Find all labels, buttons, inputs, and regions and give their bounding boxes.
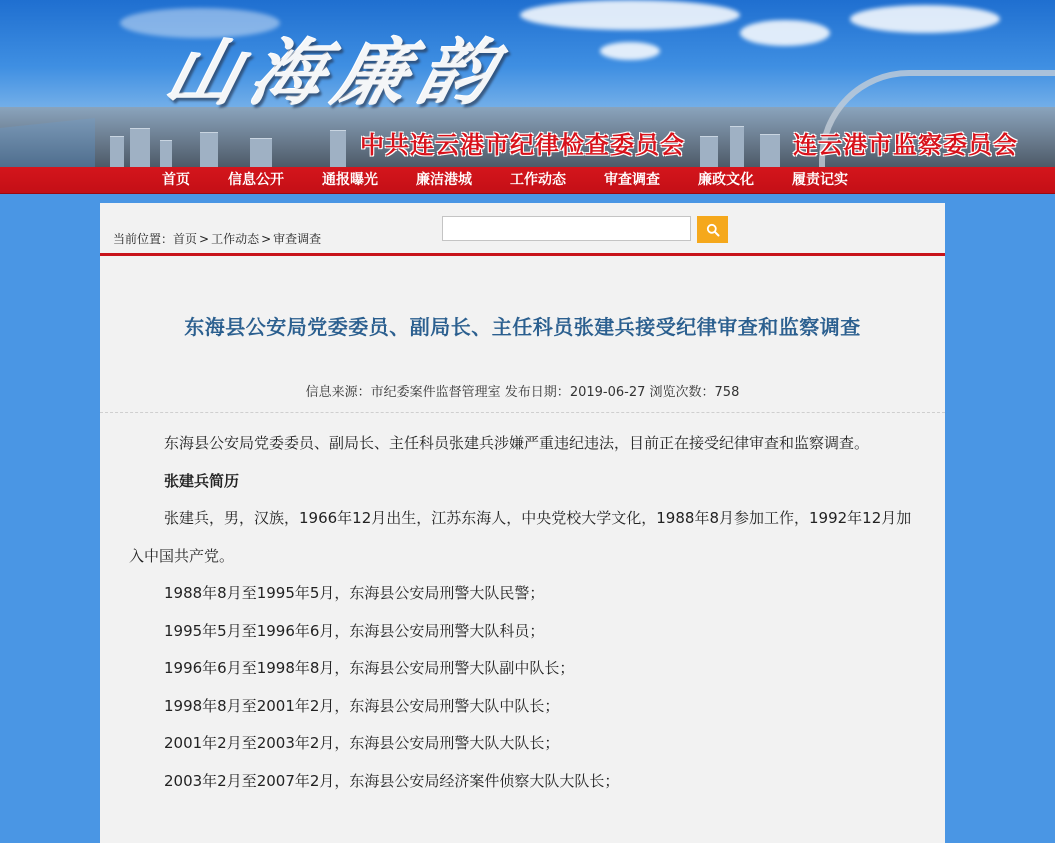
breadcrumb-home[interactable]: 首页 xyxy=(173,232,198,246)
nav-item-info-disclosure[interactable]: 信息公开 xyxy=(228,172,284,188)
org-name-supervisory-commission: 连云港市监察委员会 xyxy=(793,130,1018,159)
nav-item-investigation[interactable]: 审查调查 xyxy=(604,172,660,188)
breadcrumb-separator: > xyxy=(261,231,272,246)
location-bar xyxy=(100,203,945,256)
resume-entry: 2001年2月至2003年2月，东海县公安局刑警大队大队长； xyxy=(164,734,560,752)
resume-entry: 1996年6月至1998年8月，东海县公安局刑警大队副中队长； xyxy=(164,659,575,677)
header-banner xyxy=(0,0,1055,167)
breadcrumb xyxy=(113,230,321,247)
nav-item-integrity-culture[interactable]: 廉政文化 xyxy=(698,172,754,188)
search-input[interactable] xyxy=(442,216,691,241)
meta-divider xyxy=(100,412,945,413)
nav-item-home[interactable]: 首页 xyxy=(162,172,190,188)
nav-item-exposure[interactable]: 通报曝光 xyxy=(322,172,378,188)
cloud-decoration xyxy=(850,5,1000,33)
article-body xyxy=(129,425,919,800)
article-paragraph: 张建兵，男，汉族，1966年12月出生，江苏东海人，中央党校大学文化，1988年8月参加工作，1992年12月加入中国共产党。 xyxy=(129,509,912,565)
site-logo-calligraphy: 山海廉韵 xyxy=(158,30,516,115)
resume-entry: 1988年8月至1995年5月，东海县公安局刑警大队民警； xyxy=(164,584,545,602)
cloud-decoration xyxy=(520,0,740,30)
search-button[interactable] xyxy=(697,216,728,243)
cloud-decoration xyxy=(600,42,660,60)
cloud-decoration xyxy=(740,20,830,46)
resume-heading: 张建兵简历 xyxy=(164,471,240,490)
main-nav xyxy=(0,167,1055,194)
article-paragraph: 东海县公安局党委委员、副局长、主任科员张建兵涉嫌严重违纪违法，目前正在接受纪律审查和监察调查。 xyxy=(164,434,870,452)
content-card xyxy=(100,203,945,843)
article-title: 东海县公安局党委委员、副局长、主任科员张建兵接受纪律审查和监察调查 xyxy=(184,315,861,339)
resume-entry: 2003年2月至2007年2月，东海县公安局经济案件侦察大队大队长； xyxy=(164,771,620,790)
nav-item-work-news[interactable]: 工作动态 xyxy=(510,172,566,188)
date-label: 发布日期： xyxy=(504,385,570,400)
breadcrumb-investigation[interactable]: 审查调查 xyxy=(273,232,322,246)
views-value: 758 xyxy=(714,385,740,400)
nav-list xyxy=(150,167,874,193)
org-name-discipline-commission: 中共连云港市纪律检查委员会 xyxy=(360,130,685,159)
nav-item-clean-city[interactable]: 廉洁港城 xyxy=(416,172,472,188)
resume-entry: 1995年5月至1996年6月，东海县公安局刑警大队科员； xyxy=(164,621,545,640)
nav-item-duty-record[interactable]: 履责记实 xyxy=(792,172,848,188)
resume-entry: 1998年8月至2001年2月，东海县公安局刑警大队中队长； xyxy=(164,696,560,715)
source-label: 信息来源： xyxy=(305,385,371,400)
date-value: 2019-06-27 xyxy=(569,385,646,400)
source-value: 市纪委案件监督管理室 xyxy=(370,385,501,400)
search-icon xyxy=(706,223,720,237)
breadcrumb-prefix: 当前位置： xyxy=(113,232,174,246)
views-label: 浏览次数： xyxy=(649,385,715,400)
breadcrumb-work-news[interactable]: 工作动态 xyxy=(211,232,260,246)
article-meta xyxy=(100,381,945,400)
breadcrumb-separator: > xyxy=(199,231,210,246)
